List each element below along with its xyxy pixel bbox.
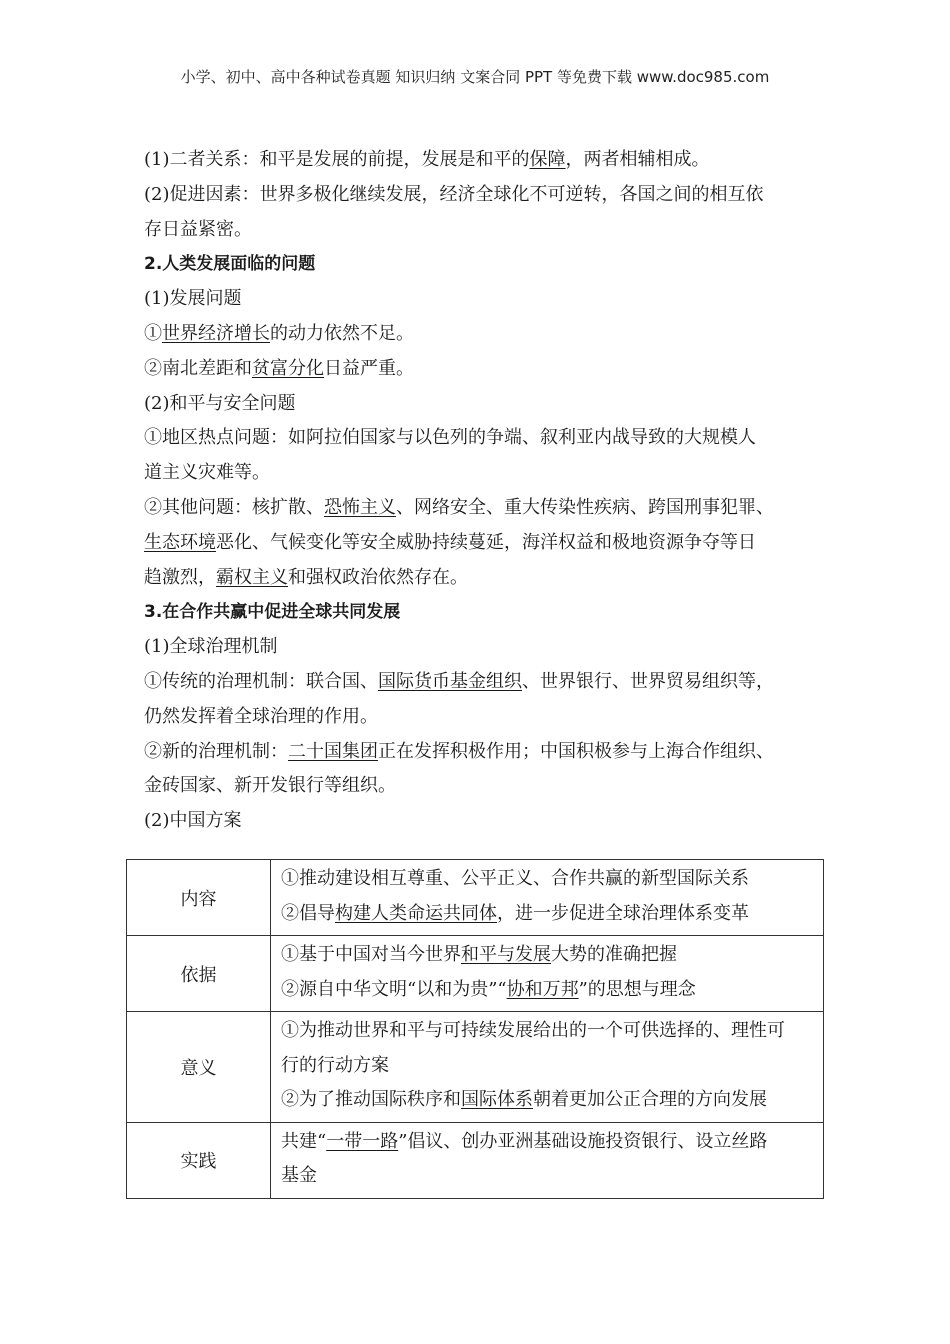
text-run: ②新的治理机制： [144, 740, 288, 762]
row-content [271, 860, 824, 936]
underlined-keyword: 世界经济增长 [162, 322, 270, 344]
cell-line [281, 897, 815, 932]
text-run: (1)二者关系：和平是发展的前提，发展是和平的 [144, 149, 530, 170]
text-run: 行的行动方案 [281, 1054, 389, 1076]
row-label: 意义 [127, 1012, 271, 1123]
table-row [127, 1012, 824, 1123]
text-run: 2.人类发展面临的问题 [144, 254, 316, 275]
underlined-keyword: 协和万邦 [506, 978, 579, 1000]
text-run: 正在发挥积极作用；中国积极参与上海合作组织、 [378, 740, 774, 762]
text-run: 金砖国家、新开发银行等组织。 [144, 775, 396, 797]
text-run: 共建“ [281, 1130, 327, 1152]
text-run: ②为了推动国际秩序和 [281, 1089, 461, 1110]
text-line [144, 491, 824, 526]
text-line [144, 700, 824, 735]
table-row [127, 860, 824, 936]
text-run: 趋激烈， [144, 566, 216, 588]
text-run: ①传统的治理机制：联合国、 [144, 670, 378, 692]
table-row [127, 1122, 824, 1198]
underlined-keyword: 保障 [529, 149, 566, 170]
text-line [144, 352, 824, 387]
text-line [144, 456, 824, 491]
text-line [144, 769, 824, 804]
text-run: 大势的准确把握 [551, 944, 677, 965]
row-label: 实践 [127, 1122, 271, 1198]
text-run: 3.在合作共赢中促进全球共同发展 [144, 602, 401, 623]
text-run: 仍然发挥着全球治理的作用。 [144, 705, 378, 727]
text-run: 、世界银行、世界贸易组织等， [522, 670, 774, 692]
text-run: ①地区热点问题：如阿拉伯国家与以色列的争端、叙利亚内战导致的大规模人 [144, 427, 756, 449]
text-run: (2)和平与安全问题 [144, 392, 296, 414]
cell-line [281, 1049, 815, 1084]
underlined-keyword: 一带一路 [326, 1130, 399, 1152]
text-run: 朝着更加公正合理的方向发展 [533, 1089, 767, 1110]
text-run: ①推动建设相互尊重、公平正义、合作共赢的新型国际关系 [281, 868, 749, 889]
text-run: (1)发展问题 [144, 288, 242, 310]
underlined-keyword: 国际体系 [461, 1089, 533, 1110]
text-line [144, 630, 824, 665]
cell-line [281, 938, 815, 973]
cell-line [281, 1014, 815, 1049]
underlined-keyword: 恐怖主义 [324, 496, 396, 518]
china-plan-table [126, 859, 824, 1199]
text-run: (1)全球治理机制 [144, 636, 278, 658]
text-run: ，进一步促进全球治理体系变革 [497, 902, 749, 924]
text-line [144, 178, 824, 213]
table-row [127, 936, 824, 1012]
underlined-keyword: 霸权主义 [216, 566, 288, 588]
text-run: ②南北差距和 [144, 357, 252, 379]
section-heading [144, 595, 824, 630]
text-run: ”的思想与理念 [578, 978, 696, 1000]
text-run: 基金 [281, 1165, 317, 1186]
text-run: ，两者相辅相成。 [565, 149, 710, 170]
text-run: 的动力依然不足。 [270, 322, 414, 344]
row-label: 内容 [127, 860, 271, 936]
text-run: ②其他问题：核扩散、 [144, 496, 324, 518]
underlined-keyword: 生态环境 [144, 531, 216, 553]
cell-line [281, 1083, 815, 1118]
cell-line [281, 1159, 815, 1194]
row-content [271, 936, 824, 1012]
text-run: ①基于中国对当今世界 [281, 944, 461, 965]
text-run: (2)中国方案 [144, 810, 242, 832]
cell-line [281, 973, 815, 1008]
row-content [271, 1012, 824, 1123]
text-run: 和强权政治依然存在。 [288, 566, 468, 588]
section-heading [144, 247, 824, 282]
text-run: 日益严重。 [324, 357, 414, 379]
text-line [144, 143, 824, 178]
text-run: 存日益紧密。 [144, 218, 252, 240]
text-run: ①为推动世界和平与可持续发展给出的一个可供选择的、理性可 [281, 1020, 785, 1041]
text-line [144, 735, 824, 770]
text-run: 恶化、气候变化等安全威胁持续蔓延，海洋权益和极地资源争夺等日 [216, 531, 756, 553]
cell-line [281, 862, 815, 897]
text-line [144, 526, 824, 561]
cell-line [281, 1125, 815, 1160]
page-header: 小学、初中、高中各种试卷真题 知识归纳 文案合同 PPT 等免费下载 www.doc985.com [180, 68, 770, 86]
text-line [144, 804, 824, 839]
underlined-keyword: 和平与发展 [461, 944, 551, 965]
text-line [144, 387, 824, 422]
text-line [144, 561, 824, 596]
underlined-keyword: 国际货币基金组织 [378, 670, 522, 692]
text-run: 道主义灾难等。 [144, 462, 270, 484]
text-run: 、网络安全、重大传染性疾病、跨国刑事犯罪、 [396, 496, 774, 518]
document-body [144, 143, 824, 839]
underlined-keyword: 构建人类命运共同体 [335, 902, 497, 924]
text-run: ②倡导 [281, 902, 335, 924]
text-line [144, 213, 824, 248]
text-run: ”倡议、创办亚洲基础设施投资银行、设立丝路 [398, 1130, 768, 1152]
text-line [144, 665, 824, 700]
text-run: ① [144, 322, 162, 344]
text-line [144, 421, 824, 456]
text-run: ②源自中华文明“以和为贵”“ [281, 978, 507, 1000]
underlined-keyword: 二十国集团 [288, 740, 378, 762]
underlined-keyword: 贫富分化 [252, 357, 324, 379]
text-line [144, 282, 824, 317]
row-content [271, 1122, 824, 1198]
text-line [144, 317, 824, 352]
row-label: 依据 [127, 936, 271, 1012]
text-run: (2)促进因素：世界多极化继续发展，经济全球化不可逆转，各国之间的相互依 [144, 183, 764, 205]
